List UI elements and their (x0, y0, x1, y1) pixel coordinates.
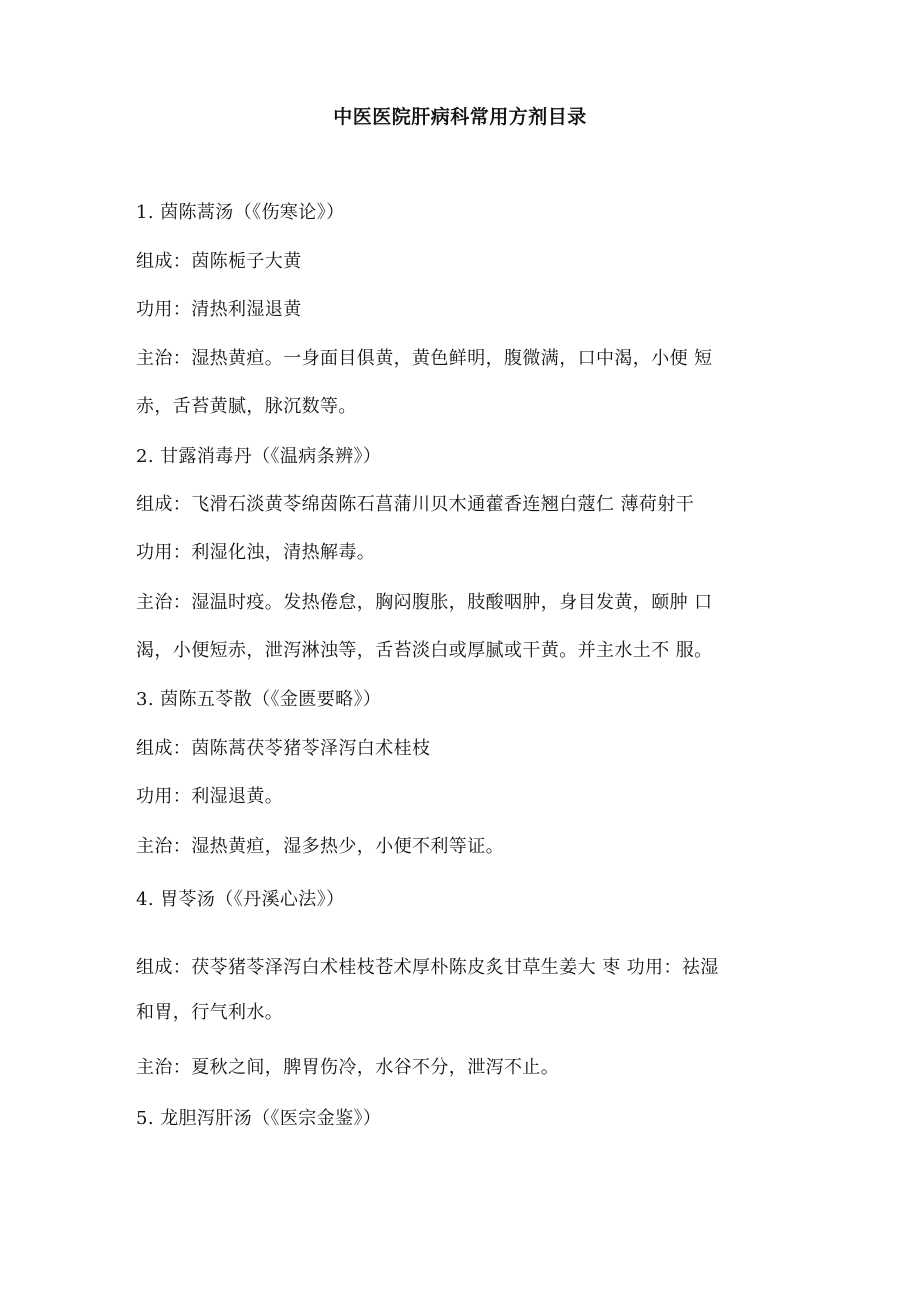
formula-1-composition: 组成：茵陈栀子大黄 (136, 251, 302, 272)
formula-5-heading: 5. 龙胆泻肝汤（《医宗金鉴》） (136, 1108, 382, 1129)
formula-3-heading: 3. 茵陈五苓散（《金匮要略》） (136, 689, 382, 710)
formula-3-composition: 组成：茵陈蒿茯苓猪苓泽泻白术桂枝 (136, 738, 431, 759)
formula-2-indication-cont: 渴，小便短赤，泄泻淋浊等，舌苔淡白或厚腻或干黄。并主水土不 服。 (136, 640, 713, 661)
formula-1-indication: 主治：湿热黄疸。一身面目俱黄，黄色鲜明，腹微满，口中渴，小便 短 (136, 348, 713, 369)
formula-1-heading: 1. 茵陈蒿汤（《伤寒论》） (136, 202, 345, 223)
formula-4-indication: 主治：夏秋之间，脾胃伤冷，水谷不分，泄泻不止。 (136, 1057, 560, 1078)
formula-1-function: 功用：清热利湿退黄 (136, 299, 302, 320)
formula-4-heading: 4. 胃苓汤（《丹溪心法》） (136, 889, 345, 910)
formula-1-indication-cont: 赤，舌苔黄腻，脉沉数等。 (136, 396, 357, 417)
formula-3-indication: 主治：湿热黄疸，湿多热少，小便不利等证。 (136, 836, 504, 857)
formula-2-heading: 2. 甘露消毒丹（《温病条辨》） (136, 446, 382, 467)
formula-4-composition-function: 组成：茯苓猪苓泽泻白术桂枝苍术厚朴陈皮炙甘草生姜大 枣 功用：祛湿 (136, 957, 719, 978)
document-title: 中医医院肝病科常用方剂目录 (333, 106, 587, 128)
formula-4-function-cont: 和胃，行气利水。 (136, 1002, 284, 1023)
formula-2-function: 功用：利湿化浊，清热解毒。 (136, 542, 376, 563)
formula-2-indication: 主治：湿温时疫。发热倦怠，胸闷腹胀，肢酸咽肿，身目发黄，颐肿 口 (136, 592, 713, 613)
formula-2-composition: 组成：飞滑石淡黄苓绵茵陈石菖蒲川贝木通藿香连翘白蔻仁 薄荷射干 (136, 494, 695, 515)
formula-3-function: 功用：利湿退黄。 (136, 786, 284, 807)
